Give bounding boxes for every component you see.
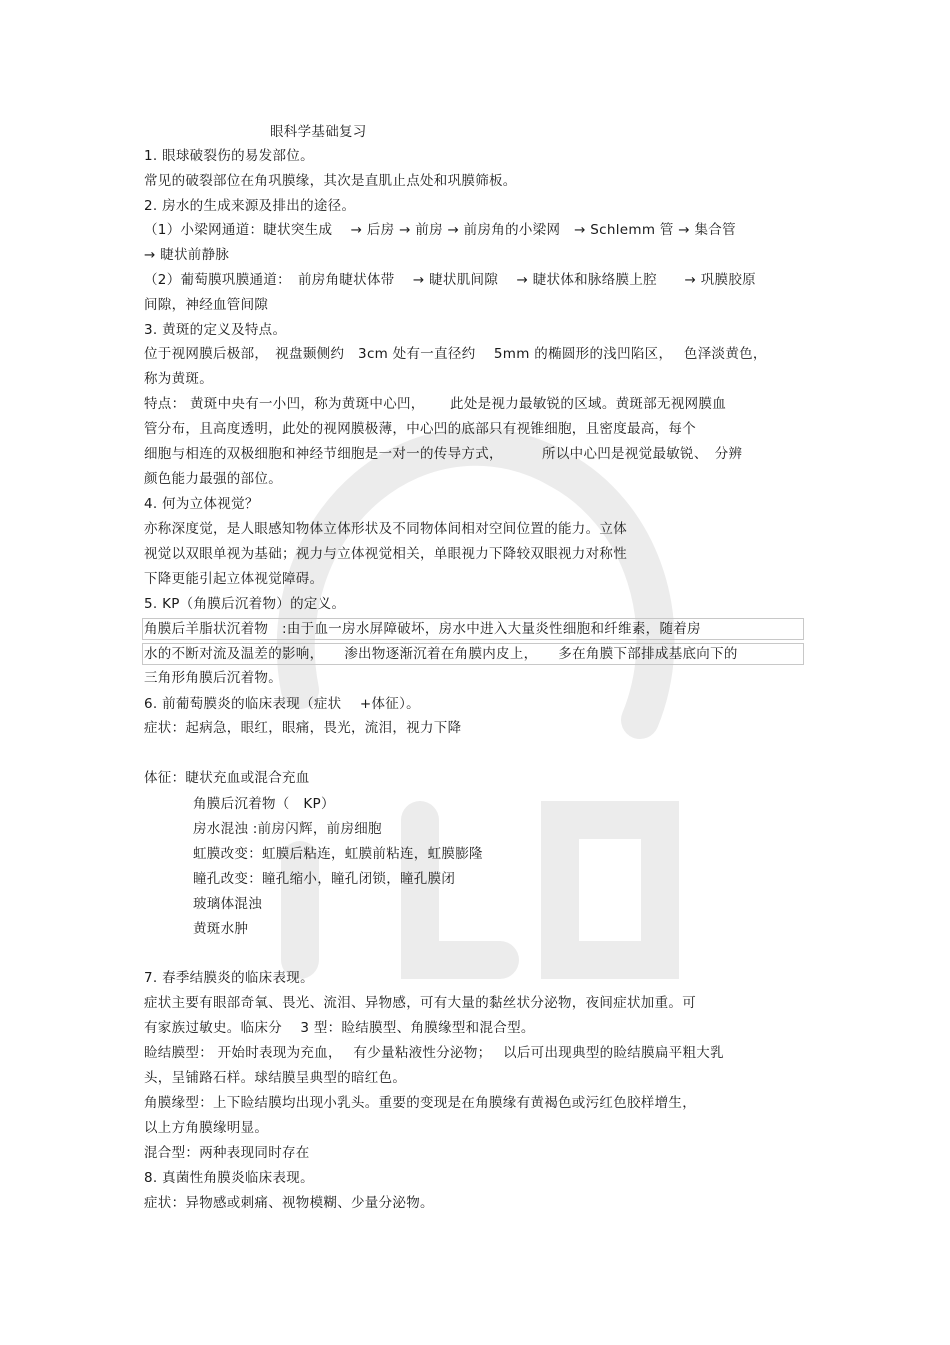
heading-2: 2. 房水的生成来源及排出的途径。 [144,198,356,214]
paragraph-line: 头，呈铺路石样。球结膜呈典型的暗红色。 [144,1070,407,1086]
paragraph-line: 颜色能力最强的部位。 [144,471,282,487]
paragraph-line: 症状：异物感或刺痛、视物模糊、少量分泌物。 [144,1195,434,1211]
paragraph-line: （2）葡萄膜巩膜通道： 前房角睫状体带 → 睫状肌间隙 → 睫状体和脉络膜上腔 → 巩膜胶原 [144,272,756,288]
list-item: 虹膜改变：虹膜后粘连，虹膜前粘连，虹膜膨隆 [193,846,483,862]
paragraph-line: 体征：睫状充血或混合充血 [144,770,310,786]
paragraph-line: 亦称深度觉，是人眼感知物体立体形状及不同物体间相对空间位置的能力。立体 [144,521,627,537]
paragraph-line: 以上方角膜缘明显。 [144,1120,269,1136]
heading-7: 7. 春季结膜炎的临床表现。 [144,970,314,986]
paragraph-line: 位于视网膜后极部， 视盘颞侧约 3cm 处有一直径约 5mm 的椭圆形的浅凹陷区， 色泽淡黄色， [144,346,767,362]
list-item: 房水混浊 :前房闪辉，前房细胞 [193,821,382,837]
heading-1: 1. 眼球破裂伤的易发部位。 [144,148,314,164]
paragraph-line: → 睫状前静脉 [144,247,230,263]
paragraph-line: 角膜缘型：上下睑结膜均出现小乳头。重要的变现是在角膜缘有黄褐色或污红色胶样增生， [144,1095,696,1111]
paragraph-line: 间隙，神经血管间隙 [144,297,269,313]
paragraph-line: 症状主要有眼部奇氧、畏光、流泪、异物感，可有大量的黏丝状分泌物，夜间症状加重。可 [144,995,696,1011]
list-item: 玻璃体混浊 [193,896,262,912]
heading-4: 4. 何为立体视觉？ [144,496,259,512]
paragraph-line: 症状：起病急，眼红，眼痛，畏光，流泪，视力下降 [144,720,462,736]
paragraph-line: 睑结膜型： 开始时表现为充血， 有少量粘液性分泌物； 以后可出现典型的睑结膜扁平粗大乳 [144,1045,724,1061]
heading-6: 6. 前葡萄膜炎的临床表现（症状 +体征）。 [144,696,420,712]
heading-3: 3. 黄斑的定义及特点。 [144,322,287,338]
list-item: 瞳孔改变：瞳孔缩小，瞳孔闭锁，瞳孔膜闭 [193,871,456,887]
list-item: 黄斑水肿 [193,921,249,937]
paragraph-line: 有家族过敏史。临床分 3 型：睑结膜型、角膜缘型和混合型。 [144,1020,535,1036]
paragraph-line: 视觉以双眼单视为基础；视力与立体视觉相关，单眼视力下降较双眼视力对称性 [144,546,627,562]
list-item: 角膜后沉着物（ KP） [193,796,335,812]
paragraph-line: 管分布，且高度透明，此处的视网膜极薄，中心凹的底部只有视锥细胞，且密度最高，每个 [144,421,696,437]
paragraph-line: 常见的破裂部位在角巩膜缘，其次是直肌止点处和巩膜筛板。 [144,173,517,189]
paragraph-line: 水的不断对流及温差的影响， 渗出物逐渐沉着在角膜内皮上， 多在角膜下部排成基底向下的 [144,646,738,662]
paragraph-line: 混合型：两种表现同时存在 [144,1145,310,1161]
paragraph-line: 下降更能引起立体视觉障碍。 [144,571,324,587]
paragraph-line: 称为黄斑。 [144,371,213,387]
paragraph-line: 特点： 黄斑中央有一小凹，称为黄斑中心凹， 此处是视力最敏锐的区域。黄斑部无视网膜血 [144,396,727,412]
paragraph-line: （1）小梁网通道：睫状突生成 → 后房 → 前房 → 前房角的小梁网 → Schlemm 管 → 集合管 [144,222,736,238]
page-title: 眼科学基础复习 [270,124,367,140]
paragraph-line: 角膜后羊脂状沉着物 :由于血一房水屏障破坏，房水中进入大量炎性细胞和纤维素，随着房 [144,621,701,637]
paragraph-line: 三角形角膜后沉着物。 [144,670,282,686]
heading-8: 8. 真菌性角膜炎临床表现。 [144,1170,314,1186]
heading-5: 5. KP（角膜后沉着物）的定义。 [144,596,346,612]
paragraph-line: 细胞与相连的双极细胞和神经节细胞是一对一的传导方式， 所以中心凹是视觉最敏锐、 分辨 [144,446,743,462]
